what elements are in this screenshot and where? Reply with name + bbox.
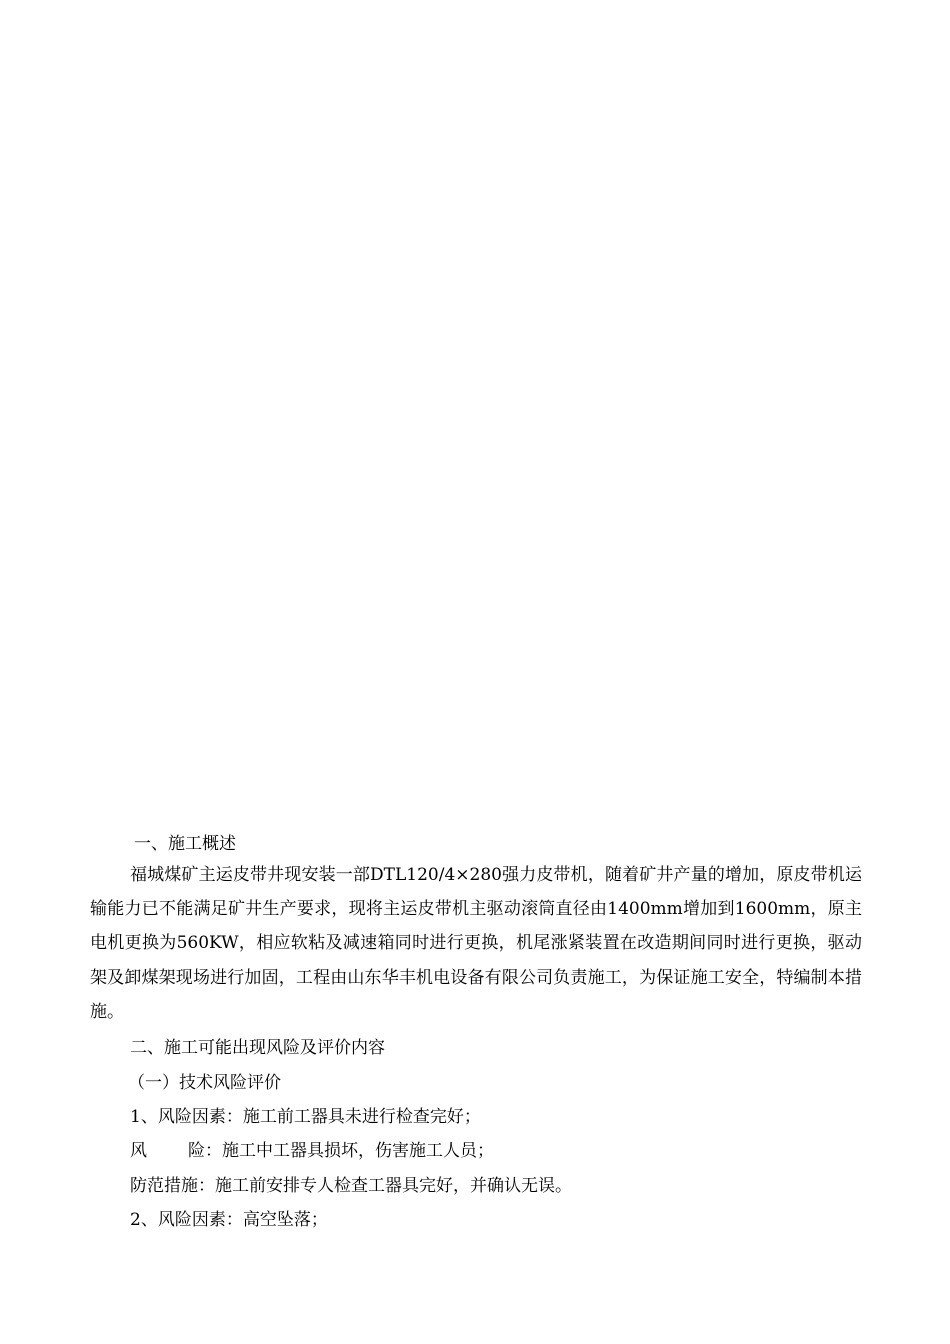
risk1-measure: 防范措施：施工前安排专人检查工器具完好，并确认无误。 (130, 1176, 572, 1196)
overview-paragraph: 福城煤矿主运皮带井现安装一部DTL120/4×280强力皮带机，随着矿井产量的增加，原皮带机运输能力已不能满足矿井生产要求，现将主运皮带机主驱动滚筒直径由1400mm增加到1600mm，原主电机更换为560KW，相应软粘及减速箱同时进行更换，机尾涨紧装置在改造期间同时进行更换，驱动架及卸煤架现场进行加固，工程由山东华丰机电设备有限公司负责施工，为保证施工安全，特编制本措施。 (90, 865, 862, 1022)
risk1-risk-label: 风 (130, 1141, 147, 1161)
risk2-factor: 2、风险因素：高空坠落； (130, 1210, 328, 1230)
section1-heading: 一、施工概述 (134, 834, 236, 854)
section2-heading: 二、施工可能出现风险及评价内容 (130, 1038, 385, 1058)
subsection1-heading: （一）技术风险评价 (128, 1073, 281, 1093)
risk1-factor: 1、风险因素：施工前工器具未进行检查完好； (130, 1107, 481, 1127)
risk1-risk-text: 险：施工中工器具损坏，伤害施工人员； (188, 1141, 494, 1161)
